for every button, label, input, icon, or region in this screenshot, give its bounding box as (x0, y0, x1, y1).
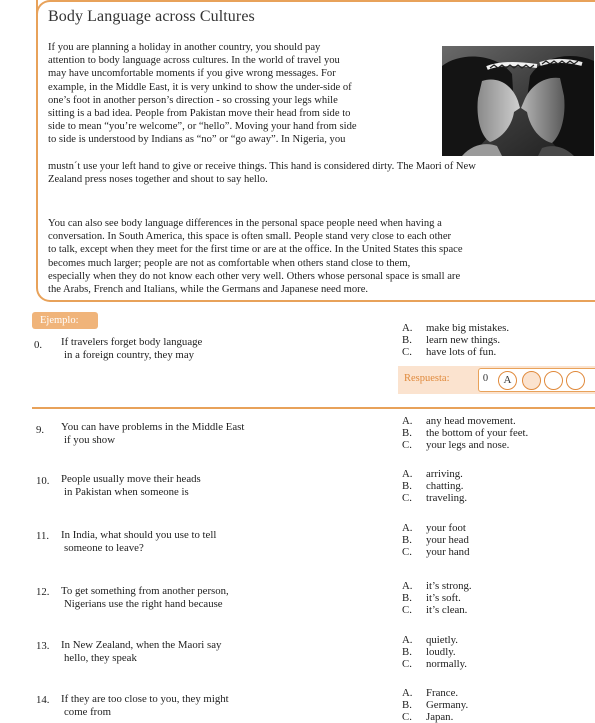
question-options (402, 580, 472, 616)
option-b[interactable]: B. Germany. (402, 699, 469, 711)
question-number: 9. (36, 424, 45, 436)
question-number: 12. (36, 586, 50, 598)
text-line: the Arabs, French and Italians, while the Germans and Japanese need more. (48, 284, 369, 296)
option-b: B. learn new things. (402, 334, 501, 346)
reading-paragraph-1 (48, 41, 402, 147)
question-line: You can have problems in the Middle East (61, 421, 245, 433)
option-a[interactable]: A. any head movement. (402, 415, 516, 427)
question-line: To get something from another person, (61, 585, 229, 597)
question-number: 14. (36, 694, 50, 706)
text-line: attention to body language across cultures. In the world of travel you (48, 55, 340, 67)
question-line: If travelers forget body language (61, 336, 203, 348)
question-text (61, 585, 229, 611)
text-line: especially when they do not know each other very well. Others whose personal space is small are (48, 270, 461, 282)
option-a: A. make big mistakes. (402, 322, 510, 334)
text-line: If you are planning a holiday in another country, you should pay (48, 42, 321, 53)
question-options (402, 522, 469, 558)
example-question (61, 336, 202, 362)
reading-paragraph-2 (48, 217, 508, 296)
option-c[interactable]: C. normally. (402, 658, 467, 670)
option-c[interactable]: C. Japan. (402, 711, 454, 723)
answer-bubble-c[interactable] (544, 371, 563, 390)
option-b[interactable]: B. the bottom of your feet. (402, 427, 529, 439)
option-a[interactable]: A. arriving. (402, 468, 463, 480)
question-text (61, 693, 229, 719)
option-a[interactable]: A. your foot (402, 522, 466, 534)
question-line: Nigerians use the right hand because (64, 598, 223, 610)
hongi-photo (442, 46, 594, 156)
option-b[interactable]: B. your head (402, 534, 469, 546)
text-line: Zealand press noses together and shout to say hello. (48, 174, 268, 186)
example-number: 0. (34, 339, 43, 351)
option-c[interactable]: C. it’s clean. (402, 604, 468, 616)
answer-number: 0 (482, 373, 489, 384)
question-text (61, 421, 244, 447)
reading-title: Body Language across Cultures (48, 8, 255, 25)
question-text (61, 529, 216, 555)
option-b[interactable]: B. chatting. (402, 480, 464, 492)
question-options (402, 634, 467, 670)
text-line: side to mean “you’re welcome”, or “hello”. Moving your hand from side (48, 121, 357, 133)
text-line: to side is understood by Indians as “no” or “go away”. In Nigeria, you (48, 134, 346, 146)
question-number: 11. (36, 530, 50, 542)
answer-bubble-b[interactable] (522, 371, 541, 390)
option-b[interactable]: B. it’s soft. (402, 592, 461, 604)
question-number: 10. (36, 475, 50, 487)
option-c[interactable]: C. traveling. (402, 492, 468, 504)
example-tag: Ejemplo: (32, 312, 98, 329)
text-line: one’s foot in another person’s direction - so crossing your legs while (48, 94, 338, 106)
question-line: come from (64, 706, 112, 718)
question-line: in a foreign country, they may (64, 349, 195, 361)
question-line: if you show (64, 434, 115, 446)
option-c[interactable]: C. your hand (402, 546, 470, 558)
question-line: In India, what should you use to tell (61, 529, 217, 541)
question-line: People usually move their heads (61, 473, 201, 485)
answer-bubble-d[interactable] (566, 371, 585, 390)
option-b[interactable]: B. loudly. (402, 646, 456, 658)
question-line: someone to leave? (64, 542, 144, 554)
question-line: in Pakistan when someone is (64, 486, 189, 498)
question-options (402, 687, 468, 723)
option-c[interactable]: C. your legs and nose. (402, 439, 510, 451)
text-line: becomes much larger; people are not as comfortable when others stand close to them, (48, 257, 411, 269)
hongi-photo-illustration (442, 46, 594, 156)
text-line: may have uncomfortable moments if you give wrong messages. For (48, 68, 336, 80)
question-options (402, 468, 467, 504)
text-line: conversation. In South America, this space is often small. People stand very close to each other (48, 231, 452, 243)
reading-paragraph-1-continued (48, 160, 518, 186)
example-options (402, 322, 509, 358)
option-a[interactable]: A. it’s strong. (402, 580, 472, 592)
option-a[interactable]: A. quietly. (402, 634, 458, 646)
answer-bubble-a[interactable]: A (498, 371, 517, 390)
option-c: C. have lots of fun. (402, 346, 497, 358)
question-line: If they are too close to you, they might (61, 693, 229, 705)
text-line: to talk, except when they meet for the first time or are at the office. In the United States this space (48, 244, 463, 256)
question-text (61, 473, 201, 499)
question-line: In New Zealand, when the Maori say (61, 639, 222, 651)
question-text (61, 639, 221, 665)
text-line: sitting is a bad idea. People from Pakistan move their head from side to (48, 108, 351, 120)
section-divider (32, 407, 595, 409)
option-a[interactable]: A. France. (402, 687, 459, 699)
text-line: You can also see body language differences in the personal space people need when having a (48, 218, 442, 229)
text-line: example, in the Middle East, it is very unkind to show the under-side of (48, 81, 352, 93)
text-line: mustn´t use your left hand to give or receive things. This hand is considered dirty. The Maori of New (48, 161, 476, 172)
answer-label: Respuesta: (404, 373, 450, 384)
question-line: hello, they speak (64, 652, 137, 664)
question-number: 13. (36, 640, 50, 652)
question-options (402, 415, 528, 451)
